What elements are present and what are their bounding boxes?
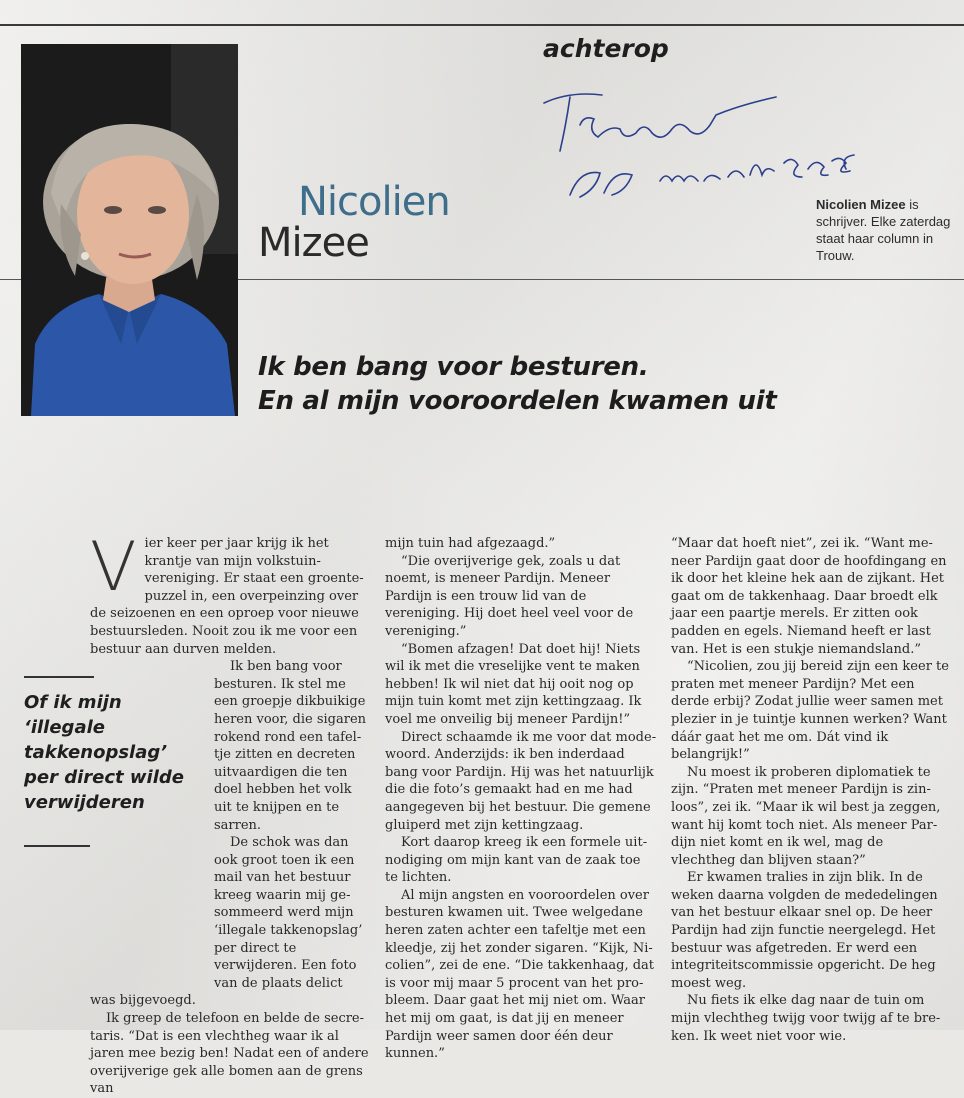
article-column-2	[385, 535, 657, 1063]
paragraph: Ik greep de telefoon en belde de secretaris. “Dat is een vlechtheg waar ik al jaren mee bezig ben! Nadat een of andere overijverige gek alle bomen aan de grens van	[90, 1011, 369, 1097]
top-rule	[0, 24, 964, 26]
headline-line-1: Ik ben bang voor besturen.	[258, 352, 649, 382]
author-last-name: Mizee	[258, 220, 369, 266]
paragraph: Er kwamen tralies in zijn blik. In de weken daarna volgden de mededelingen van het bestuur elkaar snel op. De heer Pardijn had zijn functie neergelegd. Het bestuur was afgetreden. Er werd een integriteitscommissie opgericht. De heg moest weg.	[671, 870, 938, 991]
paragraph: “Maar dat hoeft niet”, zei ik. “Want meneer Pardijn gaat door de hoofdingang en ik door het kleine hek aan de zijkant. Het gaat om de takkenhaag. Daar broedt elk jaar een paartje merels. Er zitten ook padden en egels. Niemand heeft er last van. Het is een stukje niemandsland.”	[671, 536, 947, 657]
author-bio	[816, 196, 956, 264]
pull-quote-spacer	[90, 658, 214, 984]
paragraph: Ik ben bang voor besturen. Ik stel me een groepje dikbuikige heren voor, die sigaren rokend rond een tafeltje zitten en decreten uitvaardigen die ten doel hebben het volk uit te knijpen en te sarren.	[214, 659, 367, 833]
paragraph: “Bomen afzagen! Dat doet hij! Niets wil ik met die vreselijke vent te maken hebben! Ik wil niet dat hij ooit nog op mijn tuin komt met zijn kettingzaag. Ik voel me onveilig bij meneer Pardijn!”	[385, 641, 642, 727]
section-label: achterop	[543, 34, 669, 63]
pull-quote-bottom-rule	[24, 845, 90, 847]
paragraph: Nu moest ik proberen diplomatiek te zijn. “Praten met meneer Pardijn is zinloos”, zei ik. “Maar ik wil best ja zeggen, want hij komt toch niet. Als meneer Pardijn niet komt en ik wel, mag de vlechtheg dan blijven staan?”	[671, 764, 941, 868]
paragraph: Al mijn angsten en vooroordelen over besturen kwamen uit. Twee welgedane heren zaten achter een tafeltje met een kleedje, zij het zonder sigaren. “Kijk, Nicolien”, zei de ene. “Die takkenhaag, dat is voor mij maar 5 procent van het probleem. Daar gaat het mij niet om. Waar het mij om gaat, is dat jij en meneer Pardijn weer samen door één deur kunnen.”	[385, 887, 655, 1062]
author-bio-text: is schrijver. Elke zaterdag staat haar column in Trouw.	[816, 197, 951, 263]
paragraph: Nu fiets ik elke dag naar de tuin om mijn vlechtheg twijg voor twijg af te breken. Ik weet niet voor wie.	[671, 993, 941, 1044]
paragraph: “Nicolien, zou jij bereid zijn een keer te praten met meneer Pardijn? Met een derde erbij? Zodat jullie weer samen met plezier in je tuintje kunnen werken? Want dáár gaat het me om. Dát vind ik belangrijk!”	[671, 659, 949, 763]
paragraph: De schok was dan ook groot toen ik een mail van het bestuur kreeg waarin mij gesommeerd werd mijn ‘illegale takkenopslag’ per direct te verwijderen. Een foto van de plaats delict was bijgevoegd.	[90, 835, 363, 1009]
paragraph: mijn tuin had afgezaagd.”	[385, 536, 556, 551]
paragraph: ier keer per jaar krijg ik het krantje van mijn volkstuinvereniging. Er staat een groentepuzzel in, een overpeinzing over de seizoenen en een oproep voor nieuwe bestuursleden. Nooit zou ik me voor een bestuur aan durven melden.	[90, 536, 364, 657]
handwriting-scribble	[540, 85, 860, 205]
pull-quote-top-rule	[24, 676, 94, 678]
paragraph: Kort daarop kreeg ik een formele uitnodiging om mijn kant van de zaak toe te lichten.	[385, 835, 648, 886]
author-portrait	[21, 44, 238, 416]
headline	[258, 350, 898, 418]
article-column-1	[90, 528, 370, 1098]
author-bio-name: Nicolien Mizee	[816, 197, 906, 212]
portrait-image	[21, 44, 238, 416]
paragraph: “Die overijverige gek, zoals u dat noemt, is meneer Pardijn. Meneer Pardijn is een trouw lid van de vereniging. Hij doet heel veel voor de vereniging.”	[385, 553, 634, 639]
drop-cap: V	[90, 528, 137, 607]
pull-quote: Of ik mijn ‘illegale takkenopslag’ per direct wilde verwijderen	[24, 692, 184, 813]
handwritten-annotation	[540, 85, 860, 209]
author-first-name: Nicolien	[298, 179, 450, 225]
headline-line-2: En al mijn vooroordelen kwamen uit	[258, 386, 777, 416]
paragraph: Direct schaamde ik me voor dat modewoord. Anderzijds: ik ben inderdaad bang voor Pardijn. Hij was het natuurlijk die die foto’s gemaakt had en me had aangegeven bij het bestuur. Die gemene gluiperd met zijn kettingzaag.	[385, 729, 657, 833]
article-column-3	[671, 535, 949, 1045]
